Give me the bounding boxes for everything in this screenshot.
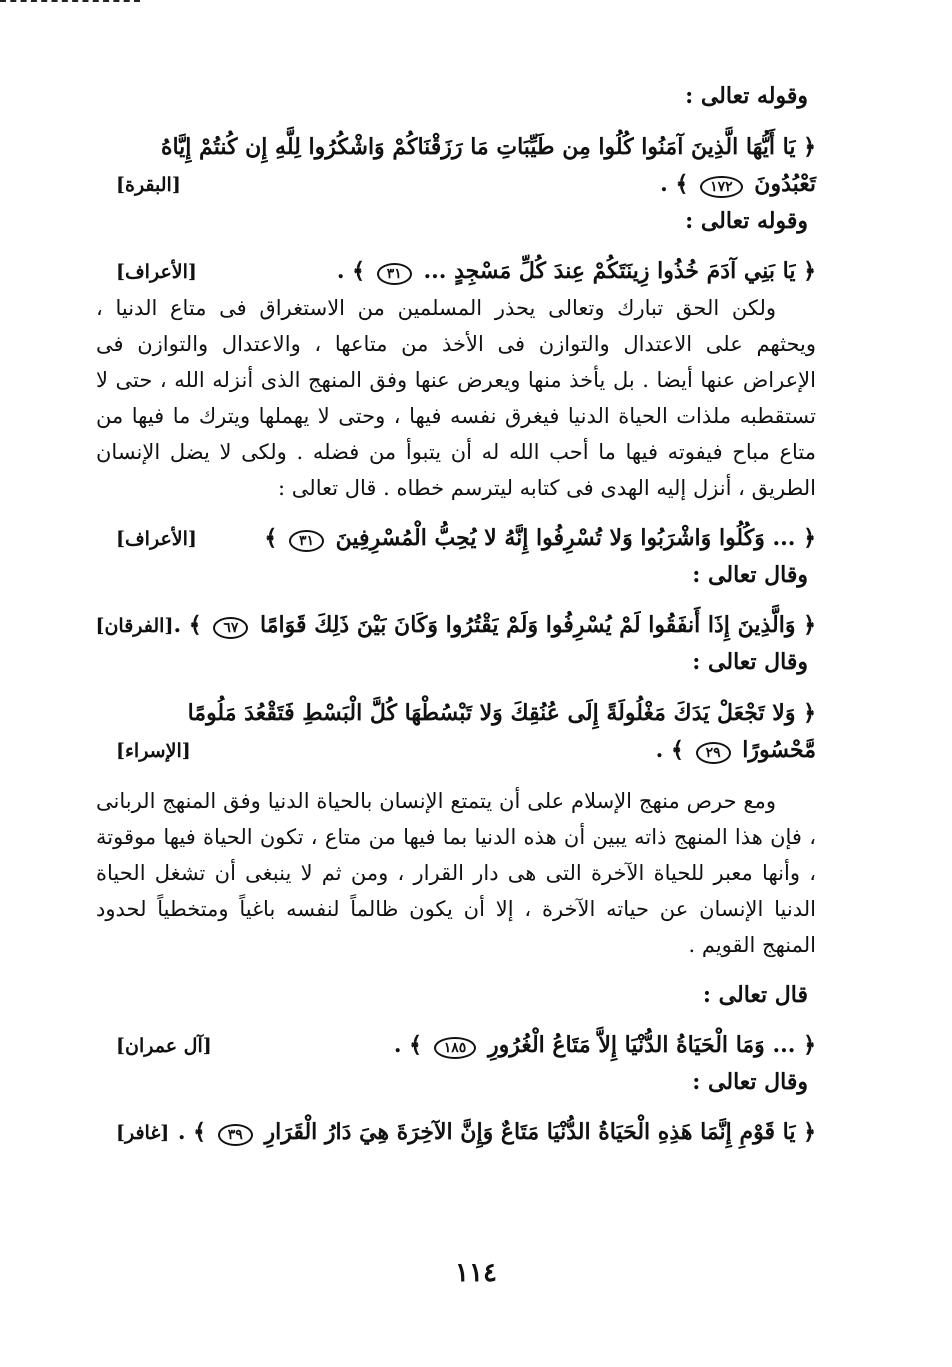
quran-verse: [96, 1114, 816, 1151]
verse-text: ﴿ يَا قَوْمِ إِنَّمَا هَذِهِ الْحَيَاةُ الدُّنْيَا مَتَاعٌ وَإِنَّ الآخِرَةَ هِيَ دَارُ الْقَرَارِ: [264, 1119, 816, 1145]
surah-reference: [آل عمران]: [116, 1035, 212, 1057]
verse-close: ﴾ .: [173, 612, 202, 638]
verse-text: ﴿ وَالَّذِينَ إِذَا أَنفَقُوا لَمْ يُسْرِفُوا وَلَمْ يَقْتُرُوا وَكَانَ بَيْنَ ذَلِكَ قَوَامًا: [260, 612, 816, 638]
page-content: [96, 78, 816, 1151]
ayah-number: ٢٩: [696, 742, 731, 764]
quran-verse-continuation: [96, 166, 816, 203]
ayah-number: ٣١: [289, 530, 324, 552]
intro-line: قال تعالى :: [702, 982, 808, 1008]
quran-verse-continuation: [96, 732, 816, 769]
quran-verse: [96, 253, 816, 290]
verse-close: ﴾ .: [177, 1119, 207, 1145]
surah-reference: [الفرقان]: [95, 615, 174, 637]
ayah-number: ٦٧: [213, 617, 248, 639]
page-number: ١١٤: [455, 1258, 497, 1288]
ayah-number: ٣٩: [218, 1124, 253, 1146]
ayah-number: ١٧٢: [700, 176, 743, 198]
verse-text: ﴿ وَلا تَجْعَلْ يَدَكَ مَغْلُولَةً إِلَى عُنُقِكَ وَلا تَبْسُطْهَا كُلَّ الْبَسْطِ فَتَقْعُدَ مَلُومًا: [187, 700, 816, 726]
quran-verse: [96, 694, 816, 732]
surah-reference: [الأعراف]: [116, 528, 197, 550]
intro-line: وقال تعالى :: [692, 649, 808, 675]
verse-text: تَعْبُدُونَ: [754, 171, 816, 197]
surah-reference: [الأعراف]: [116, 261, 197, 283]
surah-reference: [الإسراء]: [116, 740, 191, 762]
ayah-number: ١٨٥: [434, 1037, 477, 1059]
verse-close: ﴾ .: [660, 171, 689, 197]
quran-verse: [96, 1027, 816, 1064]
verse-close: ﴾ .: [655, 737, 684, 763]
verse-text: مَّحْسُورًا: [742, 737, 816, 763]
quran-verse: [96, 607, 816, 644]
verse-text: ﴿ ... وَمَا الْحَيَاةُ الدُّنْيَا إِلاَّ مَتَاعُ الْغُرُورِ: [487, 1032, 816, 1058]
top-dashed-rule: [0, 0, 140, 2]
quran-verse: [96, 128, 816, 166]
verse-close: ﴾ .: [393, 1032, 423, 1058]
ayah-number: ٣١: [377, 263, 412, 285]
surah-reference: [غافر]: [116, 1122, 170, 1144]
verse-text: ﴿ ... وَكُلُوا وَاشْرَبُوا وَلا تُسْرِفُوا إِنَّهُ لا يُحِبُّ الْمُسْرِفِينَ: [335, 525, 816, 551]
verse-close: ﴾: [264, 525, 278, 551]
verse-text: ﴿ يَا بَنِي آدَمَ خُذُوا زِينَتَكُمْ عِندَ كُلِّ مَسْجِدٍ ...: [423, 258, 816, 284]
quran-verse: [96, 520, 816, 557]
intro-line: وقال تعالى :: [692, 1069, 808, 1095]
verse-text: ﴿ يَا أَيُّهَا الَّذِينَ آمَنُوا كُلُوا مِن طَيِّبَاتِ مَا رَزَقْنَاكُمْ وَاشْكُرُوا لِلَّهِ إِن كُنتُمْ إِيَّاهُ: [160, 134, 816, 160]
intro-line: وقوله تعالى :: [685, 83, 808, 109]
verse-close: ﴾ .: [336, 258, 366, 284]
intro-line: وقوله تعالى :: [685, 208, 808, 234]
intro-line: وقال تعالى :: [692, 562, 808, 588]
surah-reference: [البقرة]: [116, 174, 181, 196]
body-paragraph: ومع حرص منهج الإسلام على أن يتمتع الإنسان بالحياة الدنيا وفق المنهج الربانى ، فإن هذا المنهج ذاته يبين أن هذه الدنيا بما فيها من متاع ، تكون الحياة فيها موقوتة ، وأنها معبر للحياة الآخرة التى هى دار القرار ، ومن ثم لا ينبغى أن تشغل الحياة الدنيا الإنسان عن حياته الآخرة ، إلا أن يكون ظالماً لنفسه باغياً ومتخطياً لحدود المنهج القويم .: [96, 789, 816, 957]
body-paragraph: ولكن الحق تبارك وتعالى يحذر المسلمين من الاستغراق فى متاع الدنيا ، ويحثهم على الاعتدال والتوازن فى الأخذ من متاعها ، والاعتدال والتوازن فى الإعراض عنها أيضا . بل يأخذ منها ويعرض عنها وفق المنهج الذى أنزله الله ، حتى لا تستقطبه ملذات الحياة الدنيا فيغرق نفسه فيها ، وحتى لا يهملها ويترك ما فيها من متاع مباح فيفوته فيها ما أحب الله له أن يتبوأ من فضله . ولكى لا يضل الإنسان الطريق ، أنزل إليه الهدى فى كتابه ليترسم خطاه . قال تعالى :: [96, 296, 816, 500]
